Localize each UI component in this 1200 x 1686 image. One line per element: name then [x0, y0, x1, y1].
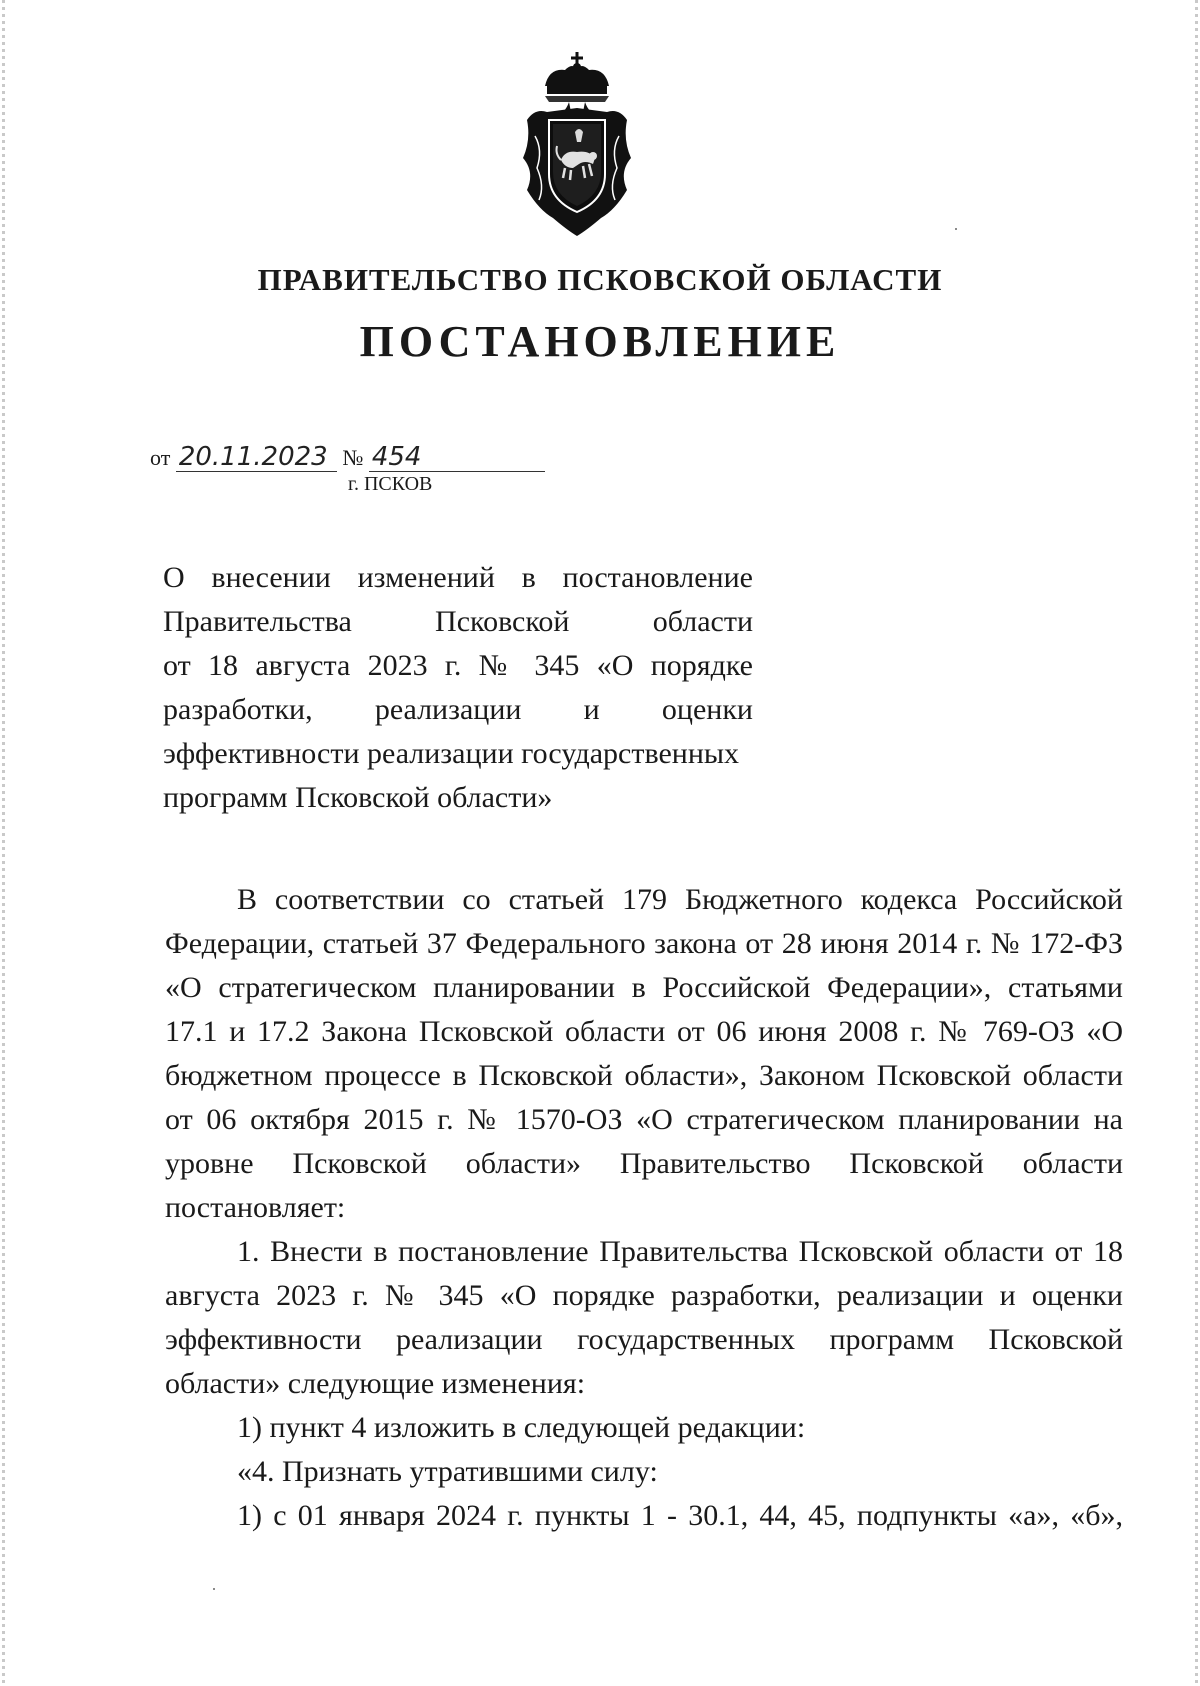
scan-right-edge [1195, 0, 1198, 1686]
scan-speck [213, 1588, 215, 1590]
subject-line: эффективности реализации государственных [163, 737, 740, 770]
subject-line: О внесении изменений в постановление [163, 561, 753, 594]
document-subject [163, 556, 753, 820]
quoted-item-4-paragraph: «4. Признать утратившими силу: [237, 1455, 658, 1488]
scan-left-edge [2, 0, 5, 1686]
item-1-paragraph: 1. Внести в постановление Правительства Псковской области от 18 августа 2023 г. № 345 «О порядке разработки, реализации и оценки эффективности реализации государственных программ Псковской области» следующие изменения: [165, 1235, 1123, 1400]
city-label: г. ПСКОВ [348, 473, 433, 495]
subitem-1-paragraph: 1) пункт 4 изложить в следующей редакции: [237, 1411, 806, 1444]
document-date: 20.11.2023 [176, 443, 337, 472]
subject-line: Правительства Псковской области [163, 605, 753, 638]
organization-title: ПРАВИТЕЛЬСТВО ПСКОВСКОЙ ОБЛАСТИ [257, 262, 943, 297]
document-body [165, 878, 1123, 1538]
subject-line: от 18 августа 2023 г. № 345 «О порядке [163, 649, 753, 682]
subject-line: разработки, реализации и оценки [163, 693, 753, 726]
subject-line: программ Псковской области» [163, 781, 553, 814]
pskov-oblast-coat-of-arms-icon [515, 50, 640, 238]
preamble-paragraph: В соответствии со статьей 179 Бюджетного кодекса Российской Федерации, статьей 37 Федерального закона от 28 июня 2014 г. № 172-ФЗ «О стратегическом планировании в Российской Федерации», статьями 17.1 и 17.2 Закона Псковской области от 06 июня 2008 г. № 769-ОЗ «О бюджетном процессе в Псковской области», Законом Псковской области от 06 октября 2015 г. № 1570-ОЗ «О стратегическом планировании на уровне Псковской области» Правительство Псковской области постановляет: [165, 883, 1123, 1224]
subitem-1-1-paragraph: 1) с 01 января 2024 г. пункты 1 - 30.1, 44, 45, подпункты «а», «б», [237, 1499, 1123, 1532]
date-prefix: от [150, 445, 171, 470]
scan-speck [955, 228, 957, 230]
document-date-number-line [150, 443, 545, 472]
document-number: 454 [369, 443, 545, 472]
number-prefix: № [342, 445, 364, 470]
document-type-title: ПОСТАНОВЛЕНИЕ [359, 317, 841, 366]
